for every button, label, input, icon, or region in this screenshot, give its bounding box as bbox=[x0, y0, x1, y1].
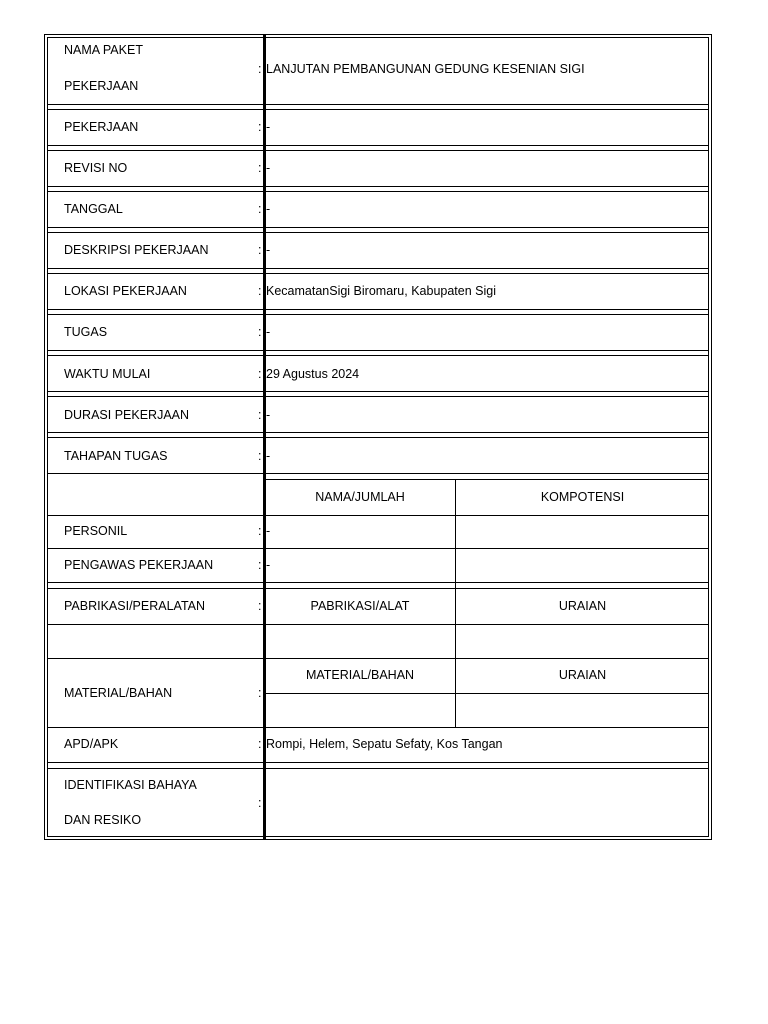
colon: : bbox=[258, 686, 262, 700]
colon: : bbox=[258, 284, 262, 298]
tanggal-label: TANGGAL bbox=[64, 202, 123, 216]
pengawas-value: - bbox=[266, 558, 271, 572]
row-separator bbox=[265, 479, 709, 480]
kompotensi-header: KOMPOTENSI bbox=[540, 490, 625, 504]
row-separator bbox=[47, 437, 709, 438]
row-separator bbox=[47, 145, 709, 146]
tahapan-label: TAHAPAN TUGAS bbox=[64, 449, 168, 463]
lokasi-value: KecamatanSigi Biromaru, Kabupaten Sigi bbox=[266, 284, 496, 298]
colon: : bbox=[258, 737, 262, 751]
row-separator bbox=[47, 309, 709, 310]
row-separator bbox=[47, 314, 709, 315]
row-separator bbox=[47, 232, 709, 233]
label-value-divider bbox=[263, 34, 266, 840]
row-separator bbox=[47, 515, 709, 516]
row-separator bbox=[47, 762, 709, 763]
waktu-mulai-label: WAKTU MULAI bbox=[64, 367, 151, 381]
colon: : bbox=[258, 161, 262, 175]
row-separator bbox=[47, 658, 709, 659]
waktu-mulai-value: 29 Agustus 2024 bbox=[266, 367, 360, 381]
lokasi-label: LOKASI PEKERJAAN bbox=[64, 284, 187, 298]
personil-label: PERSONIL bbox=[64, 524, 128, 538]
row-separator bbox=[47, 350, 709, 351]
row-separator bbox=[47, 768, 709, 769]
row-separator bbox=[47, 273, 709, 274]
identifikasi-label-2: DAN RESIKO bbox=[64, 813, 142, 827]
pekerjaan-value: - bbox=[266, 120, 271, 134]
deskripsi-label: DESKRIPSI PEKERJAAN bbox=[64, 243, 209, 257]
colon: : bbox=[258, 796, 262, 810]
revisi-no-value: - bbox=[266, 161, 271, 175]
material-uraian-header: URAIAN bbox=[558, 668, 607, 682]
pabrikasi-alat-header: PABRIKASI/ALAT bbox=[310, 599, 410, 613]
nama-paket-value: LANJUTAN PEMBANGUNAN GEDUNG KESENIAN SIGI bbox=[266, 62, 585, 76]
row-separator bbox=[47, 150, 709, 151]
colon: : bbox=[258, 449, 262, 463]
jsa-form bbox=[44, 34, 712, 840]
tahapan-value: - bbox=[266, 449, 271, 463]
tugas-value: - bbox=[266, 325, 271, 339]
row-separator bbox=[47, 109, 709, 110]
colon: : bbox=[258, 325, 262, 339]
pabrikasi-uraian-header: URAIAN bbox=[558, 599, 607, 613]
row-separator bbox=[47, 588, 709, 589]
colon: : bbox=[258, 62, 262, 76]
row-separator bbox=[47, 432, 709, 433]
material-bahan-header: MATERIAL/BAHAN bbox=[305, 668, 415, 682]
row-separator bbox=[47, 473, 709, 474]
row-separator bbox=[47, 548, 709, 549]
row-separator bbox=[47, 396, 709, 397]
durasi-label: DURASI PEKERJAAN bbox=[64, 408, 190, 422]
deskripsi-value: - bbox=[266, 243, 271, 257]
colon: : bbox=[258, 524, 262, 538]
colon: : bbox=[258, 558, 262, 572]
colon: : bbox=[258, 367, 262, 381]
pabrikasi-label: PABRIKASI/PERALATAN bbox=[64, 599, 206, 613]
row-separator bbox=[47, 391, 709, 392]
row-separator bbox=[47, 186, 709, 187]
colon: : bbox=[258, 202, 262, 216]
row-separator bbox=[47, 191, 709, 192]
row-separator bbox=[47, 355, 709, 356]
colon: : bbox=[258, 120, 262, 134]
tanggal-value: - bbox=[266, 202, 271, 216]
row-separator bbox=[47, 227, 709, 228]
colon: : bbox=[258, 599, 262, 613]
durasi-value: - bbox=[266, 408, 271, 422]
personil-value: - bbox=[266, 524, 271, 538]
pengawas-label: PENGAWAS PEKERJAAN bbox=[64, 558, 214, 572]
revisi-no-label: REVISI NO bbox=[64, 161, 128, 175]
nama-paket-label-1: NAMA PAKET bbox=[64, 43, 143, 57]
pekerjaan-label: PEKERJAAN bbox=[64, 120, 139, 134]
apd-label: APD/APK bbox=[64, 737, 119, 751]
row-separator bbox=[47, 104, 709, 105]
row-separator bbox=[47, 582, 709, 583]
identifikasi-label-1: IDENTIFIKASI BAHAYA bbox=[64, 778, 197, 792]
row-separator bbox=[47, 727, 709, 728]
nama-paket-label-2: PEKERJAAN bbox=[64, 79, 139, 93]
colon: : bbox=[258, 243, 262, 257]
colon: : bbox=[258, 408, 262, 422]
material-label: MATERIAL/BAHAN bbox=[64, 686, 173, 700]
row-separator bbox=[47, 268, 709, 269]
apd-value: Rompi, Helem, Sepatu Sefaty, Kos Tangan bbox=[266, 737, 503, 751]
row-separator bbox=[47, 624, 709, 625]
tugas-label: TUGAS bbox=[64, 325, 108, 339]
row-separator bbox=[265, 693, 709, 694]
nama-jumlah-header: NAMA/JUMLAH bbox=[315, 490, 405, 504]
